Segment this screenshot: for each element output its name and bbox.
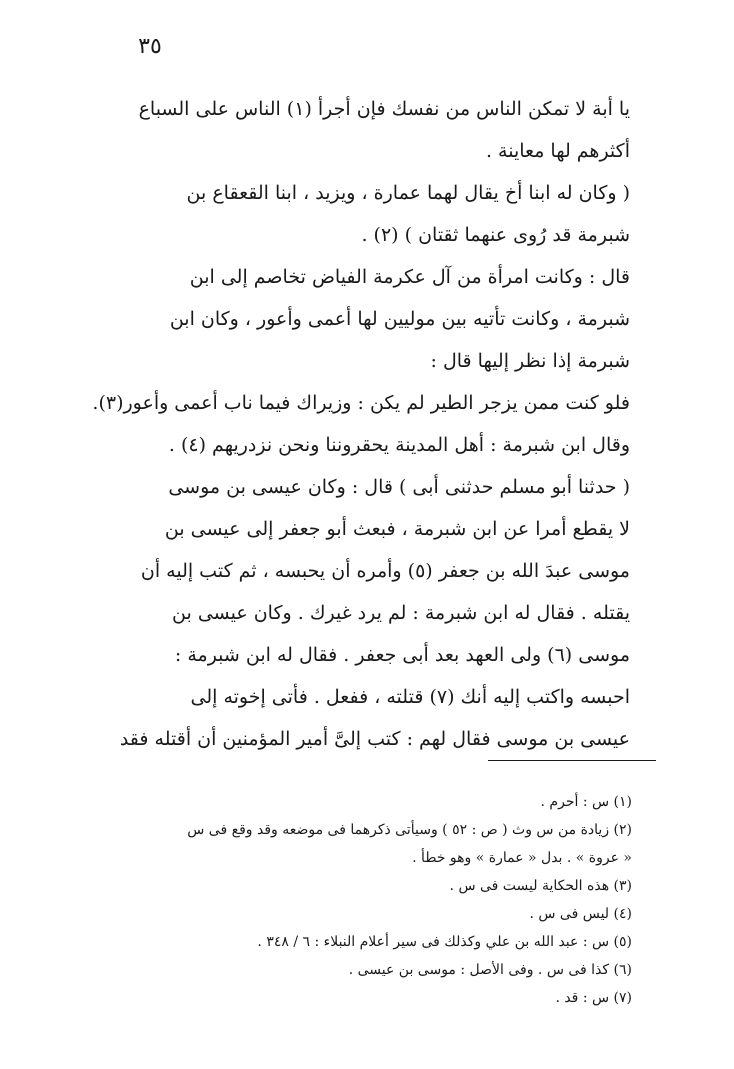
text-line: وقال ابن شبرمة : أهل المدينة يحقروننا ونحن نزدريهم (٤) . (168, 434, 630, 456)
text-line: يا أبة لا تمكن الناس من نفسك فإن أجرأ (١) الناس على السباع (138, 98, 630, 120)
text-line: شبرمة قد رُوى عنهما ثقتان ) (٢) . (361, 224, 630, 246)
text-line: ( حدثنا أبو مسلم حدثنى أبى ) قال : وكان عيسى بن موسى (168, 476, 630, 498)
footnote: (٤) ليس فى س . (529, 906, 632, 922)
text-line: يقتله . فقال له ابن شبرمة : لم يرد غيرك . وكان عيسى بن (172, 602, 630, 624)
footnote: (٢) زيادة من س وث ( ص : ٥٢ ) وسيأتى ذكرهما فى موضعه وقد وقع فى س (187, 822, 632, 838)
text-line: موسى (٦) ولى العهد بعد أبى جعفر . فقال له ابن شبرمة : (174, 644, 630, 666)
footnote: (٣) هذه الحكاية ليست فى س . (449, 878, 632, 894)
text-line: موسى عبدَ الله بن جعفر (٥) وأمره أن يحبسه ، ثم كتب إليه أن (140, 560, 630, 582)
text-line: احبسه واكتب إليه أنك (٧) قتلته ، ففعل . فأتى إخوته إلى (190, 686, 630, 708)
text-line: شبرمة ، وكانت تأتيه بين موليين لها أعمى وأعور ، وكان ابن (169, 308, 630, 330)
text-line: ( وكان له ابنا أخ يقال لهما عمارة ، ويزيد ، ابنا القعقاع بن (186, 182, 630, 204)
text-line: أكثرهم لها معاينة . (485, 140, 630, 162)
page-number: ٣٥ (138, 34, 162, 59)
footnote: (٥) س : عبد الله بن علي وكذلك فى سير أعلام النبلاء : ٦ / ٣٤٨ . (257, 934, 632, 950)
verse-line: فلو كنت ممن يزجر الطير لم يكن : وزيراك فيما ناب أعمى وأعور(٣). (92, 392, 630, 414)
footnote: (٧) س : قد . (555, 990, 632, 1006)
text-line: لا يقطع أمرا عن ابن شبرمة ، فبعث أبو جعفر إلى عيسى بن (164, 518, 630, 540)
text-line: قال : وكانت امرأة من آل عكرمة الفياض تخاصم إلى ابن (189, 266, 630, 288)
main-text (92, 88, 630, 760)
footnote-continuation: « عروة » . بدل « عمارة » وهو خطأ . (412, 850, 632, 866)
text-line: شبرمة إذا نظر إليها قال : (430, 350, 630, 372)
footnote-divider (488, 760, 656, 761)
footnote: (١) س : أحرم . (540, 794, 632, 810)
footnotes (96, 788, 632, 1012)
footnote: (٦) كذا فى س . وفى الأصل : موسى بن عيسى . (348, 962, 632, 978)
text-line: عيسى بن موسى فقال لهم : كتب إلىَّ أمير المؤمنين أن أقتله فقد (119, 728, 630, 750)
